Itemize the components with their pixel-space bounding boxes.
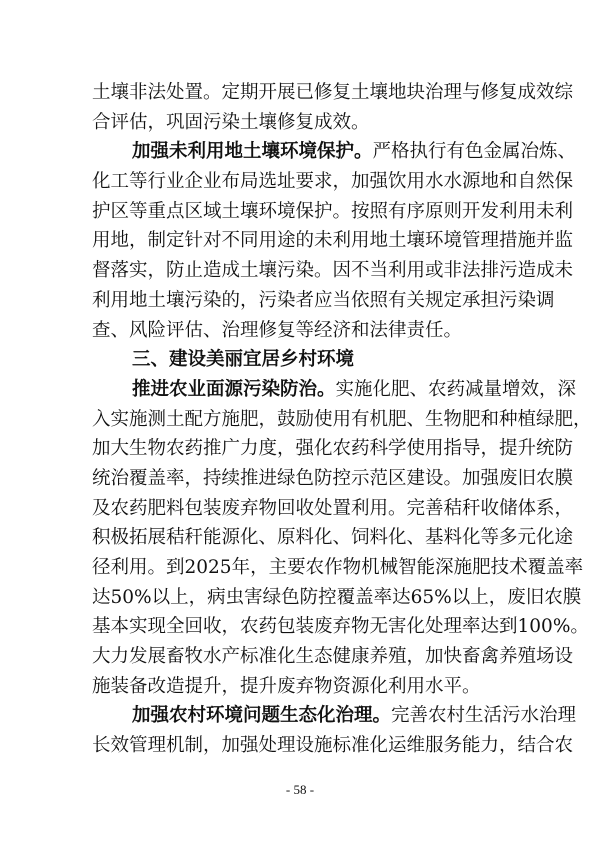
text-line: 长效管理机制，加强处理设施标准化运维服务能力，结合农: [92, 735, 574, 757]
paragraph-heading: 加强农村环境问题生态化治理。: [132, 705, 392, 727]
text-line: 统治覆盖率，持续推进绿色防控示范区建设。加强废旧农膜: [92, 467, 574, 489]
text-line: 入实施测土配方施肥，鼓励使用有机肥、生物肥和种植绿肥，: [92, 408, 592, 430]
page-number: - 58 -: [285, 782, 315, 797]
text-line: 径利用。到2025年，主要农作物机械智能深施肥技术覆盖率: [92, 557, 584, 578]
paragraph-heading: 加强未利用地土壤环境保护。: [132, 141, 373, 163]
text-line: 督落实，防止造成土壤污染。因不当利用或非法排污造成未: [92, 260, 574, 282]
text-line: 利用地土壤污染的，污染者应当依照有关规定承担污染调: [92, 289, 555, 311]
text-line: 达50%以上，病虫害绿色防控覆盖率达65%以上，废旧农膜: [92, 586, 582, 608]
text-line: 化工等行业企业布局选址要求，加强饮用水水源地和自然保: [92, 171, 574, 193]
paragraph-start: 加强未利用地土壤环境保护。严格执行有色金属冶炼、: [132, 141, 577, 163]
text-line: 施装备改造提升，提升废弃物资源化利用水平。: [92, 675, 481, 697]
text-line: 积极拓展秸秆能源化、原料化、饲料化、基料化等多元化途: [92, 527, 574, 549]
text-line: 合评估，巩固污染土壤修复成效。: [92, 111, 370, 133]
text-line: 及农药肥料包装废弃物回收处置利用。完善秸秆收储体系，: [92, 497, 574, 519]
text-line: 护区等重点区域土壤环境保护。按照有序原则开发利用未利: [92, 200, 574, 222]
text-line: 用地，制定针对不同用途的未利用地土壤环境管理措施并监: [92, 230, 574, 252]
section-heading: 三、建设美丽宜居乡村环境: [132, 349, 355, 371]
text-line: 基本实现全回收，农药包装废弃物无害化处理率达到100%。: [92, 616, 589, 638]
text-line: 土壤非法处置。定期开展已修复土壤地块治理与修复成效综: [92, 82, 574, 103]
paragraph-start: 推进农业面源污染防治。实施化肥、农药减量增效，深: [132, 378, 577, 400]
text-line: 查、风险评估、治理修复等经济和法律责任。: [92, 319, 463, 341]
text-line: 大力发展畜牧水产标准化生态健康养殖，加快畜禽养殖场设: [92, 646, 574, 668]
text-line: 加大生物农药推广力度，强化农药科学使用指导，提升统防: [92, 438, 574, 460]
paragraph-heading: 推进农业面源污染防治。: [132, 378, 336, 400]
paragraph-start: 加强农村环境问题生态化治理。完善农村生活污水治理: [132, 705, 577, 727]
document-body: [92, 78, 592, 761]
